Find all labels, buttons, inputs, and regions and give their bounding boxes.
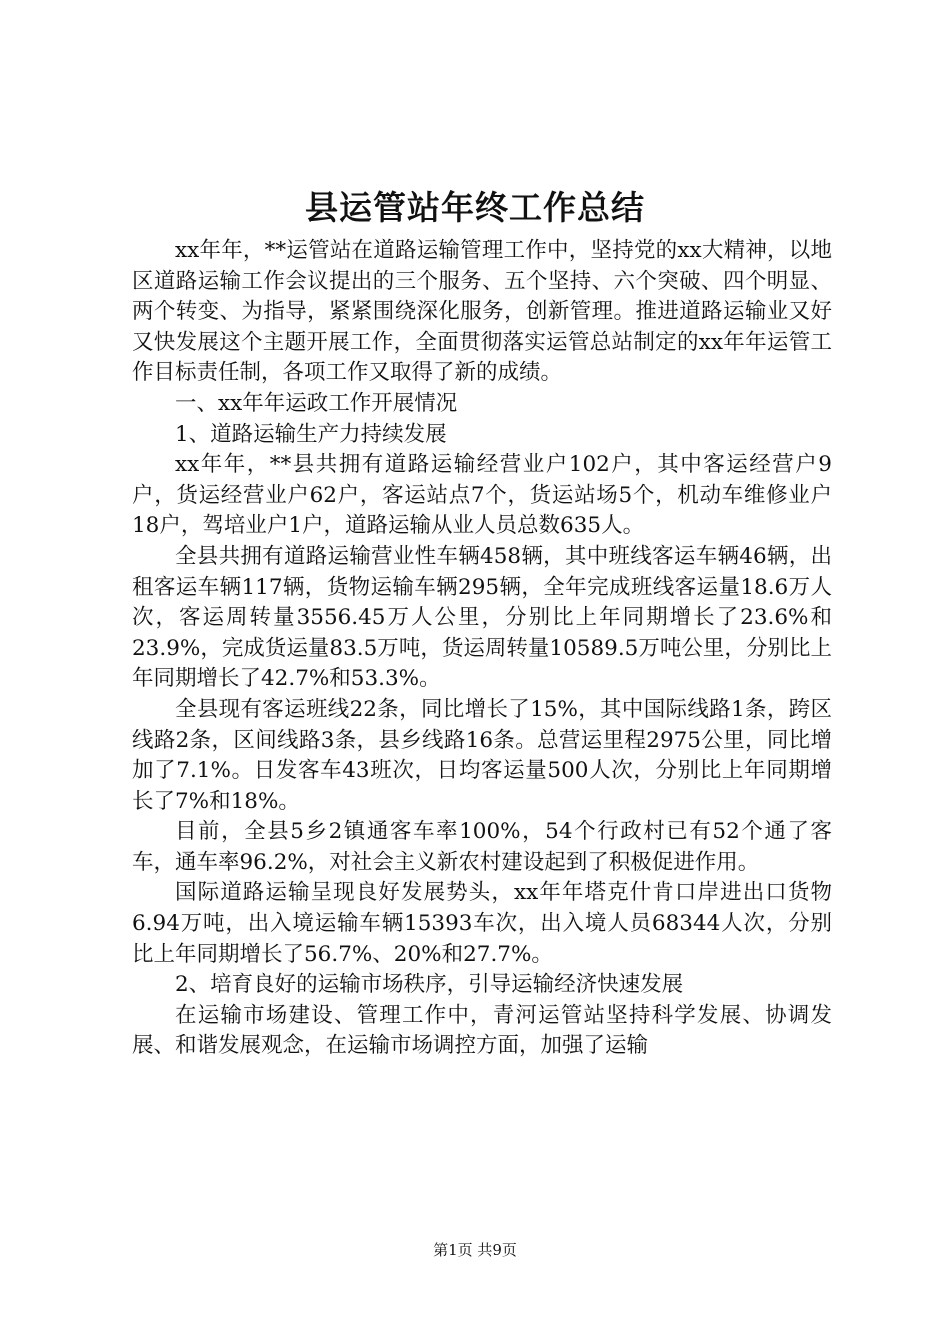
paragraph-routes: 全县现有客运班线22条，同比增长了15%，其中国际线路1条，跨区线路2条，区间线路3条，县乡线路16条。总营运里程2975公里，同比增加了7.1%。日发客车43班次，日均客运量500人次，分别比上年同期增长了7%和18%。	[132, 696, 832, 814]
document-body	[132, 236, 832, 1062]
subsection-heading-2: 2、培育良好的运输市场秩序，引导运输经济快速发展	[175, 972, 684, 998]
page-footer: 第1页 共9页	[433, 1241, 517, 1259]
paragraph-villages: 目前，全县5乡2镇通客车率100%，54个行政村已有52个通了客车，通车率96.2%，对社会主义新农村建设起到了积极促进作用。	[132, 819, 832, 875]
paragraph-vehicles: 全县共拥有道路运输营业性车辆458辆，其中班线客运车辆46辆，出租客运车辆117辆，货物运输车辆295辆，全年完成班线客运量18.6万人次，客运周转量3556.45万人公里，分别比上年同期增长了23.6%和23.9%，完成货运量83.5万吨，货运周转量10589.5万吨公里，分别比上年同期增长了42.7%和53.3%。	[132, 543, 832, 692]
paragraph-market: 在运输市场建设、管理工作中，青河运管站坚持科学发展、协调发展、和谐发展观念，在运输市场调控方面，加强了运输	[132, 1002, 832, 1059]
subsection-heading-1: 1、道路运输生产力持续发展	[175, 421, 447, 447]
document-title: 县运管站年终工作总结	[305, 188, 645, 227]
paragraph-operators: xx年年，**县共拥有道路运输经营业户102户，其中客运经营户9户，货运经营业户62户，客运站点7个，货运站场5个，机动车维修业户18户，驾培业户1户，道路运输从业人员总数635人。	[132, 452, 832, 539]
section-heading-1: 一、xx年年运政工作开展情况	[175, 390, 458, 416]
paragraph-international: 国际道路运输呈现良好发展势头，xx年年塔克什肯口岸进出口货物6.94万吨，出入境运输车辆15393车次，出入境人员68344人次，分别比上年同期增长了56.7%、20%和27.7%。	[132, 880, 832, 967]
paragraph-intro: xx年年，**运管站在道路运输管理工作中，坚持党的xx大精神，以地区道路运输工作会议提出的三个服务、五个坚持、六个突破、四个明显、两个转变、为指导，紧紧围绕深化服务，创新管理。推进道路运输业又好又快发展这个主题开展工作，全面贯彻落实运管总站制定的xx年年运管工作目标责任制，各项工作又取得了新的成绩。	[132, 238, 832, 386]
